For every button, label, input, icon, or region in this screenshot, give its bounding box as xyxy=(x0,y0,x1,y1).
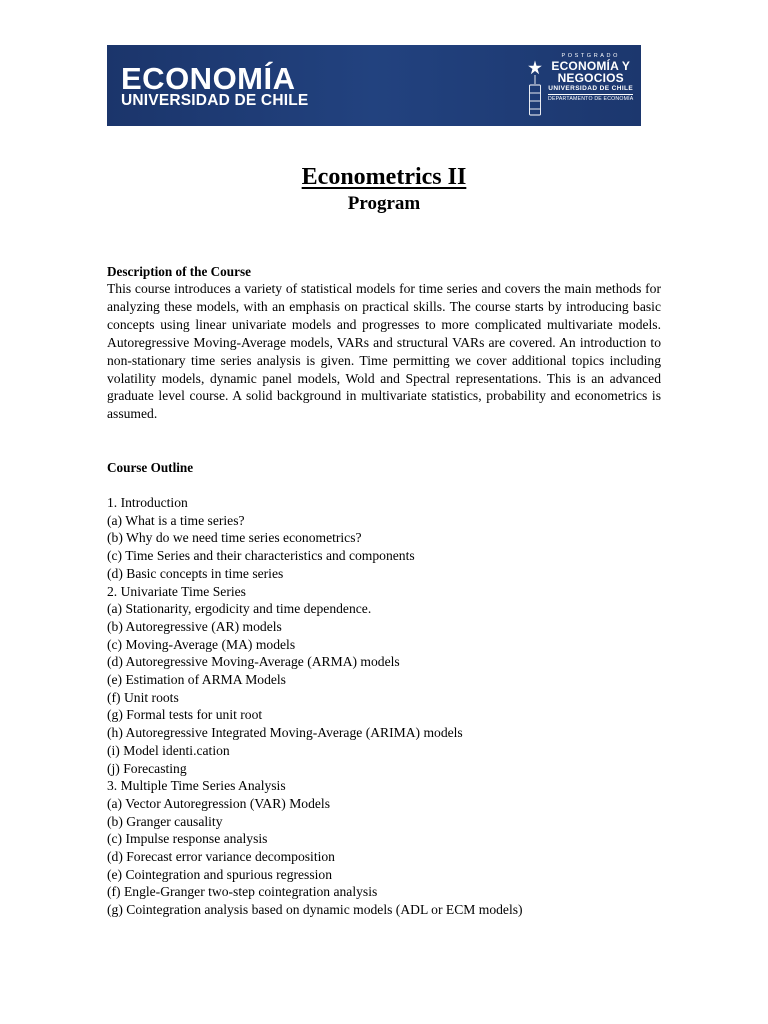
outline-item: (h) Autoregressive Integrated Moving-Average (ARIMA) models xyxy=(107,725,463,741)
brand-logo xyxy=(121,61,309,109)
outline-item: (c) Time Series and their characteristics and components xyxy=(107,548,415,564)
outline-item: (b) Granger causality xyxy=(107,813,223,829)
outline-item: (e) Cointegration and spurious regression xyxy=(107,866,333,882)
outline-item: (a) What is a time series? xyxy=(107,512,245,528)
description-paragraph: This course introduces a variety of statistical models for time series and covers the main methods for analyzing these models, with an emphasis on practical skills. The course starts by introducing basic concepts using linear univariate models and progresses to more complicated multivariate models. Autoregressive Moving-Average models, VARs and structural VARs are covered. An introduction to non-stationary time series analysis is given. Time permitting we cover additional topics including volatility models, dynamic panel models, Wold and Spectral representations. This is an advanced graduate level course. A solid background in multivariate statistics, probability and econometrics is assumed. xyxy=(107,281,661,422)
document-subtitle: Program xyxy=(347,193,421,214)
outline-item: (f) Unit roots xyxy=(107,689,179,705)
brand-subtitle: UNIVERSIDAD DE CHILE xyxy=(121,92,309,109)
course-outline-list xyxy=(107,494,661,919)
outline-heading: Course Outline xyxy=(107,460,194,475)
brand-title: ECONOMÍA xyxy=(121,61,296,96)
outline-item: (a) Stationarity, ergodicity and time dependence. xyxy=(107,601,372,617)
outline-item: (j) Forecasting xyxy=(107,760,187,776)
university-crest-icon xyxy=(527,60,543,118)
outline-item: (f) Engle-Granger two-step cointegration analysis xyxy=(107,884,378,900)
document-title: Econometrics II xyxy=(301,164,467,190)
outline-item: (i) Model identi.cation xyxy=(107,742,230,758)
outline-item: (a) Vector Autoregression (VAR) Models xyxy=(107,795,331,811)
outline-item: (d) Basic concepts in time series xyxy=(107,565,284,581)
outline-item: (g) Cointegration analysis based on dynamic models (ADL or ECM models) xyxy=(107,902,523,918)
outline-item: (b) Why do we need time series econometrics? xyxy=(107,530,362,546)
outline-item: 2. Univariate Time Series xyxy=(107,583,246,599)
outline-item: (c) Moving-Average (MA) models xyxy=(107,636,296,652)
description-heading: Description of the Course xyxy=(107,264,251,279)
faculty-pre-label: POSTGRADO xyxy=(561,53,620,59)
faculty-department: DEPARTAMENTO DE ECONOMÍA xyxy=(548,96,634,102)
faculty-logo xyxy=(548,53,633,103)
faculty-university: UNIVERSIDAD DE CHILE xyxy=(548,85,634,92)
outline-item: (b) Autoregressive (AR) models xyxy=(107,618,282,634)
outline-item: 1. Introduction xyxy=(107,495,188,510)
outline-item: (d) Forecast error variance decomposition xyxy=(107,849,335,865)
outline-item: (d) Autoregressive Moving-Average (ARMA) models xyxy=(107,654,400,670)
outline-item: (g) Formal tests for unit root xyxy=(107,707,263,723)
faculty-name-line1: ECONOMÍA Y xyxy=(551,59,631,73)
faculty-name-line2: NEGOCIOS xyxy=(557,71,624,85)
outline-item: (e) Estimation of ARMA Models xyxy=(107,672,286,688)
outline-item: (c) Impulse response analysis xyxy=(107,831,268,847)
header-banner xyxy=(107,45,641,126)
outline-item: 3. Multiple Time Series Analysis xyxy=(107,778,286,794)
